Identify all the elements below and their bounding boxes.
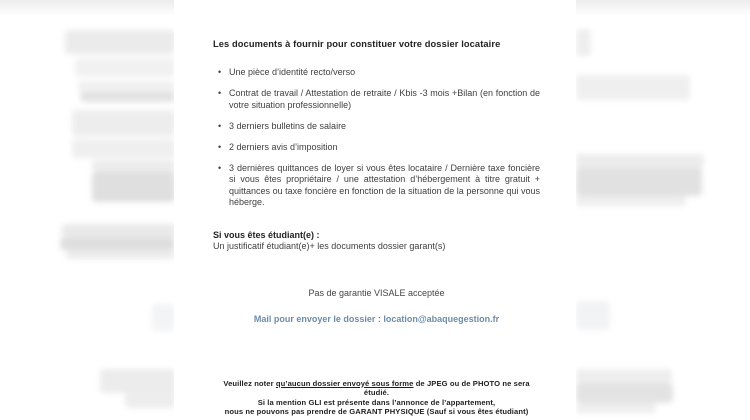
blurred-text-block <box>576 168 702 196</box>
blurred-text-block <box>125 391 175 408</box>
blurred-text-block <box>92 160 175 172</box>
blurred-text-block <box>78 81 175 92</box>
blurred-text-block <box>100 369 175 393</box>
student-section-heading: Si vous êtes étudiant(e) : <box>213 229 320 240</box>
list-item: • 2 derniers avis d’imposition <box>213 142 540 154</box>
list-item: • Une pièce d’identité recto/verso <box>213 67 540 79</box>
blurred-background-left <box>0 0 175 420</box>
blurred-text-block <box>576 75 690 100</box>
blurred-text-block <box>576 403 656 413</box>
document-page <box>174 0 576 420</box>
footer-note <box>213 379 540 417</box>
blurred-text-block <box>75 58 175 77</box>
blurred-text-block <box>80 92 175 102</box>
visale-note: Pas de garantie VISALE acceptée <box>308 287 445 298</box>
footer-line-1 <box>213 379 540 398</box>
blurred-text-block <box>576 383 673 403</box>
blurred-text-block <box>72 110 175 136</box>
list-item: • 3 dernières quittances de loyer si vous êtes locataire / Dernière taxe foncière si vous êtes propriétaire / une attestation d’hébergement à titre gratuit + quittances ou taxe foncière en fonction de la situation de la personne qui vous héberge. <box>213 163 540 209</box>
student-section-text: Un justificatif étudiant(e)+ les documents dossier garant(s) <box>213 241 446 251</box>
mail-link[interactable]: Mail pour envoyer le dossier : location@abaquegestion.fr <box>253 314 500 324</box>
footer-line1-prefix: Veuillez noter <box>223 378 276 388</box>
blurred-text-block <box>152 304 175 331</box>
blurred-background-right <box>575 0 750 420</box>
blurred-text-block <box>60 238 175 250</box>
blurred-text-block <box>65 30 175 54</box>
blurred-text-block <box>92 172 175 202</box>
blurred-text-block <box>576 301 610 330</box>
blurred-text-block <box>576 369 672 383</box>
footer-line-2: Si la mention GLI est présente dans l’annonce de l’appartement, <box>257 397 496 407</box>
blurred-text-block <box>62 224 175 238</box>
page-title: Les documents à fournir pour constituer votre dossier locataire <box>213 39 501 49</box>
blurred-text-block <box>576 196 686 206</box>
footer-line1-suffix: de JPEG ou de PHOTO ne sera étudié. <box>363 378 530 398</box>
list-item: • Contrat de travail / Attestation de retraite / Kbis -3 mois +Bilan (en fonction de votre situation professionnelle) <box>213 88 540 111</box>
footer-line-3: nous ne pouvons pas prendre de GARANT PHYSIQUE (Sauf si vous êtes étudiant) <box>224 407 529 417</box>
blurred-text-block <box>72 139 175 158</box>
list-item: • 3 derniers bulletins de salaire <box>213 121 540 133</box>
blurred-text-block <box>576 154 704 168</box>
blurred-text-block <box>576 29 591 56</box>
blurred-text-block <box>66 250 175 259</box>
footer-line1-underlined: qu’aucun dossier envoyé sous forme <box>275 378 414 388</box>
required-documents-list <box>213 67 540 209</box>
